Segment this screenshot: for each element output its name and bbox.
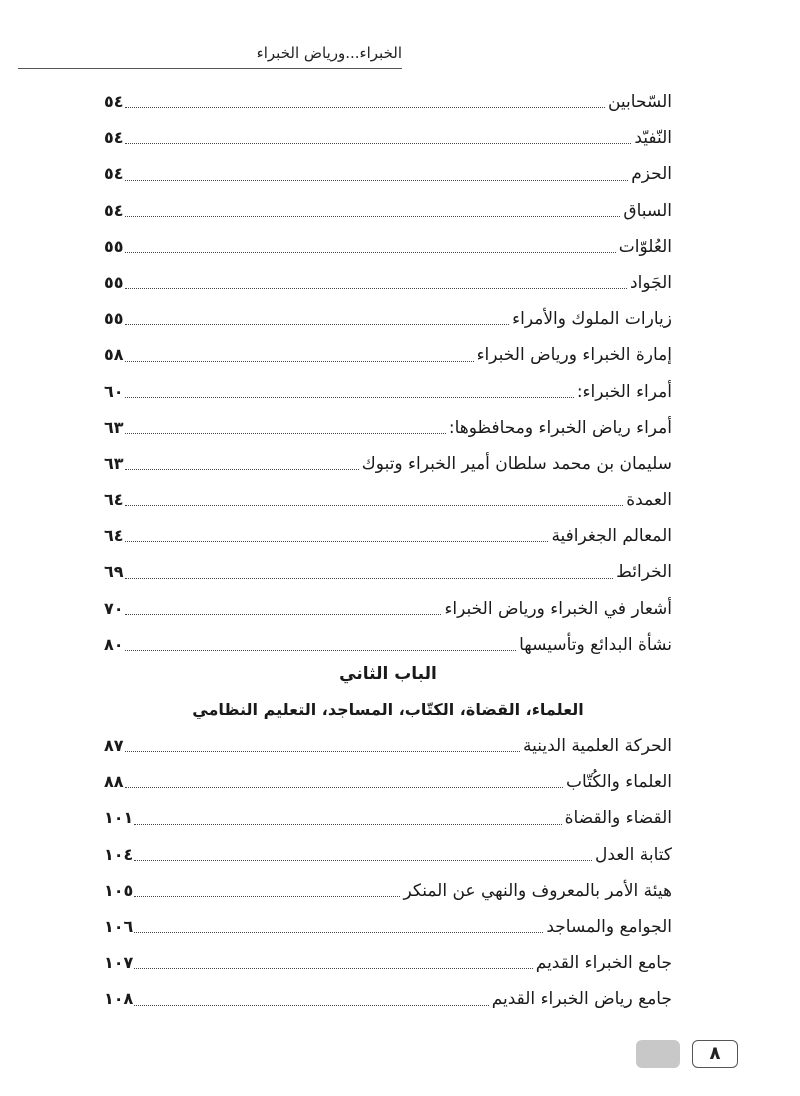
toc-entry-title: العلماء والكُتّاب [566,772,672,793]
toc-entry[interactable] [104,84,672,120]
toc-dot-leader [134,860,592,861]
toc-entry-page: ١٠٤ [104,844,134,864]
toc-entry-page: ٥٥ [104,272,124,292]
toc-entry-page: ٦٠ [104,381,124,401]
toc-entry-title: إمارة الخبراء ورياض الخبراء [476,345,672,366]
toc-entry-page: ٦٣ [104,417,124,437]
toc-entry[interactable] [104,410,672,446]
toc-part2 [104,728,672,1018]
toc-entry[interactable] [104,446,672,482]
toc-dot-leader [125,324,509,325]
toc-dot-leader [125,216,620,217]
toc-entry[interactable] [104,265,672,301]
toc-entry-page: ٧٠ [104,598,124,618]
toc-entry-page: ١٠١ [104,808,134,828]
chapter-label: الباب الثاني [339,664,437,684]
toc-entry-title: الخرائط [616,562,672,583]
toc-entry[interactable] [104,945,672,981]
toc-entry-page: ٥٥ [104,309,124,329]
toc-entry-title: الجَواد [630,272,672,293]
toc-entry[interactable] [104,374,672,410]
toc-entry-page: ٨٨ [104,772,124,792]
toc-entry[interactable] [104,482,672,518]
toc-dot-leader [125,433,446,434]
footer-tab [636,1040,680,1068]
toc-entry-page: ٦٩ [104,562,124,582]
toc-entry[interactable] [104,156,672,192]
toc-entry-page: ٦٤ [104,526,124,546]
toc-entry-title: الجوامع والمساجد [546,916,672,937]
toc-entry[interactable] [104,728,672,764]
toc-entry[interactable] [104,627,672,663]
toc-entry-page: ٥٥ [104,236,124,256]
toc-entry-page: ٥٤ [104,128,124,148]
toc-dot-leader [125,143,631,144]
toc-dot-leader [125,252,616,253]
toc-dot-leader [125,505,623,506]
toc-entry-title: نشأة البدائع وتأسيسها [519,634,672,655]
toc-entry-title: أمراء رياض الخبراء ومحافظوها: [448,417,672,438]
toc-entry[interactable] [104,591,672,627]
toc-dot-leader [125,751,520,752]
toc-entry[interactable] [104,120,672,156]
toc-dot-leader [125,578,613,579]
toc-entry-title: العمدة [626,490,672,511]
toc-dot-leader [125,361,474,362]
toc-dot-leader [134,896,400,897]
toc-entry-title: السّحابين [607,92,672,112]
toc-entry-title: المعالم الجغرافية [551,526,672,547]
toc-entry[interactable] [104,800,672,836]
chapter-subtitle: العلماء، القضاة، الكتّاب، المساجد، التعليم النظامي [192,700,584,719]
toc-entry-page: ١٠٥ [104,880,134,900]
toc-entry-title: النّفيّد [634,128,672,149]
toc-entry-title: سليمان بن محمد سلطان أمير الخبراء وتبوك [361,453,672,474]
toc-dot-leader [125,288,627,289]
toc-entry-page: ٦٤ [104,490,124,510]
toc-entry-title: أشعار في الخبراء ورياض الخبراء [444,598,672,619]
toc-entry[interactable] [104,518,672,554]
toc-entry-page: ٥٤ [104,164,124,184]
toc-dot-leader [134,968,532,969]
toc-dot-leader [134,824,561,825]
header-rule [18,68,402,69]
toc-entry-title: كتابة العدل [594,844,672,865]
toc-entry-page: ١٠٨ [104,989,134,1009]
toc-entry-title: جامع الخبراء القديم [535,953,672,974]
toc-dot-leader [125,541,548,542]
toc-dot-leader [134,932,543,933]
toc-entry-title: هيئة الأمر بالمعروف والنهي عن المنكر [403,880,672,901]
toc-entry-page: ٥٤ [104,92,124,111]
toc-entry[interactable] [104,837,672,873]
toc-entry-page: ١٠٧ [104,953,134,973]
toc-entry[interactable] [104,764,672,800]
toc-entry-title: زيارات الملوك والأمراء [512,309,672,330]
toc-entry-title: السباق [623,200,672,221]
toc-entry[interactable] [104,193,672,229]
toc-entry-page: ١٠٦ [104,916,134,936]
toc-dot-leader [125,614,441,615]
toc-entry[interactable] [104,301,672,337]
toc-dot-leader [125,180,628,181]
toc-entry[interactable] [104,554,672,590]
toc-entry-title: الحركة العلمية الدينية [522,736,672,756]
toc-dot-leader [125,650,516,651]
toc-entry-title: أمراء الخبراء: [576,381,672,402]
toc-entry-title: القضاء والقضاة [564,808,672,829]
toc-entry[interactable] [104,337,672,373]
toc-entry[interactable] [104,873,672,909]
toc-entry-page: ٥٨ [104,345,124,365]
page-number: ٨ [692,1040,738,1068]
toc-entry-page: ٨٠ [104,634,124,654]
running-header: الخبراء...ورياض الخبراء [256,44,402,62]
toc-entry-title: جامع رياض الخبراء القديم [491,989,672,1010]
toc-dot-leader [125,107,605,108]
toc-entry-page: ٨٧ [104,736,124,755]
toc-entry-page: ٥٤ [104,200,124,220]
toc-entry-title: الحزم [631,164,672,185]
toc-entry-page: ٦٣ [104,453,124,473]
toc-dot-leader [125,469,359,470]
toc-entry[interactable] [104,981,672,1017]
toc-entry[interactable] [104,909,672,945]
toc-dot-leader [125,787,563,788]
toc-dot-leader [125,397,574,398]
toc-entry-title: العُلوّات [618,236,672,257]
toc-dot-leader [134,1005,488,1006]
toc-part1 [104,84,672,663]
toc-entry[interactable] [104,229,672,265]
